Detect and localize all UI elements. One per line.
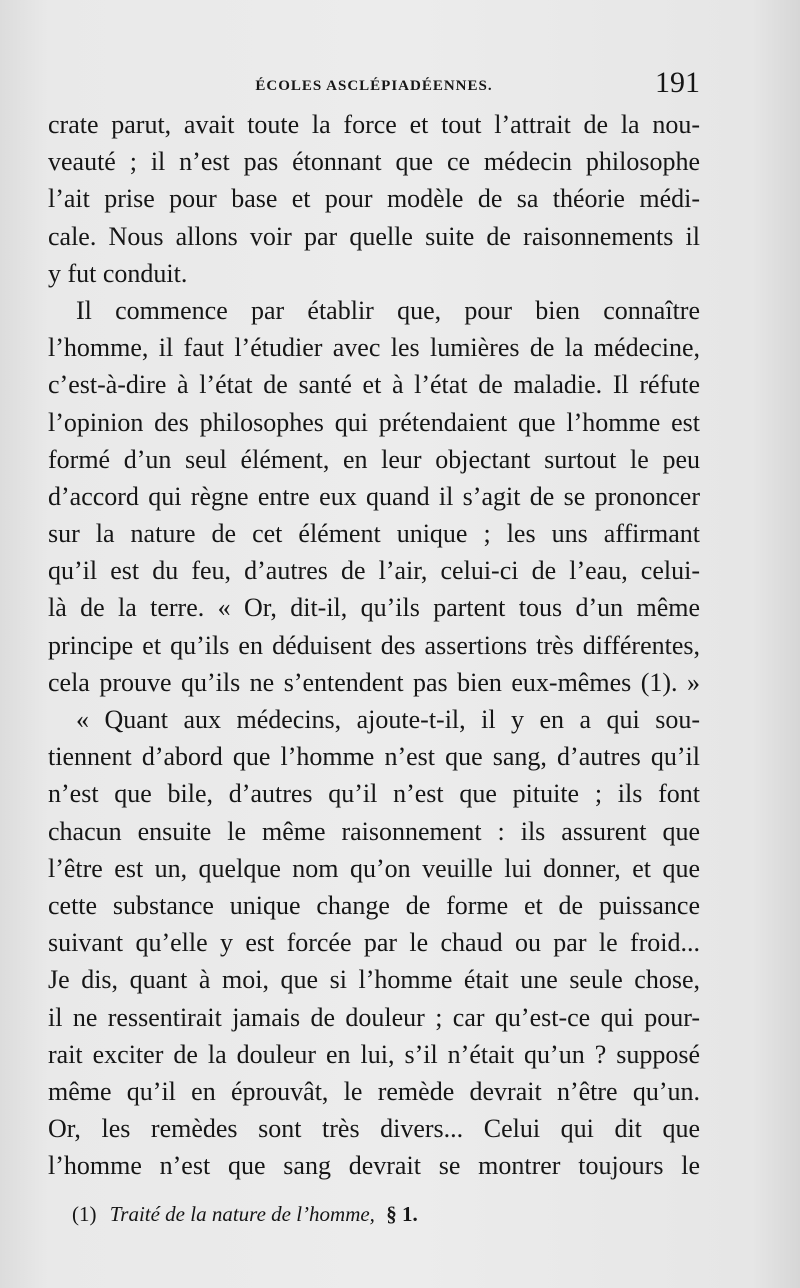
text-line: Or, les remèdes sont très divers... Celui qui dit que bbox=[48, 1114, 700, 1144]
footnote-reference: § 1. bbox=[386, 1202, 418, 1226]
text-line: l’opinion des philosophes qui prétendaient que l’homme est bbox=[48, 407, 700, 437]
footnote-text: Traité de la nature de l’homme, bbox=[109, 1202, 375, 1226]
text-line: l’homme, il faut l’étudier avec les lumières de la médecine, bbox=[48, 333, 700, 363]
text-line: cela prouve qu’ils ne s’entendent pas bien eux-mêmes (1). » bbox=[48, 667, 700, 697]
text-line: veauté ; il n’est pas étonnant que ce médecin philosophe bbox=[48, 147, 700, 177]
footnote bbox=[72, 1202, 418, 1227]
text-line: qu’il est du feu, d’autres de l’air, celui-ci de l’eau, celui- bbox=[48, 556, 700, 586]
text-line: crate parut, avait toute la force et tout l’attrait de la nou- bbox=[48, 110, 700, 139]
text-line: c’est-à-dire à l’état de santé et à l’état de maladie. Il réfute bbox=[48, 370, 700, 400]
text-line: même qu’il en éprouvât, le remède devrait n’être qu’un. bbox=[48, 1076, 700, 1106]
text-line: Je dis, quant à moi, que si l’homme était une seule chose, bbox=[48, 965, 700, 995]
text-line: suivant qu’elle y est forcée par le chaud ou par le froid... bbox=[48, 928, 700, 958]
text-line: n’est que bile, d’autres qu’il n’est que pituite ; ils font bbox=[48, 779, 700, 809]
text-line: d’accord qui règne entre eux quand il s’agit de se prononcer bbox=[48, 481, 700, 511]
text-line: tiennent d’abord que l’homme n’est que sang, d’autres qu’il bbox=[48, 742, 700, 772]
text-line: principe et qu’ils en déduisent des assertions très différentes, bbox=[48, 630, 700, 660]
footnote-marker: (1) bbox=[72, 1202, 97, 1226]
text-line: l’être est un, quelque nom qu’on veuille lui donner, et que bbox=[48, 853, 700, 883]
text-line: rait exciter de la douleur en lui, s’il n’était qu’un ? supposé bbox=[48, 1039, 700, 1069]
text-line: formé d’un seul élément, en leur objectant surtout le peu bbox=[48, 444, 700, 474]
text-line: sur la nature de cet élément unique ; les uns affirmant bbox=[48, 519, 700, 549]
text-line: « Quant aux médecins, ajoute-t-il, il y en a qui sou- bbox=[76, 705, 700, 734]
text-line: y fut conduit. bbox=[48, 258, 188, 288]
page-number: 191 bbox=[655, 66, 700, 99]
text-line: chacun ensuite le même raisonnement : ils assurent que bbox=[48, 816, 700, 846]
text-line: il ne ressentirait jamais de douleur ; car qu’est-ce qui pour- bbox=[48, 1002, 700, 1032]
text-line: là de la terre. « Or, dit-il, qu’ils partent tous d’un même bbox=[48, 593, 700, 623]
text-line: cale. Nous allons voir par quelle suite de raisonnements il bbox=[48, 221, 700, 251]
running-title: ÉCOLES ASCLÉPIADÉENNES. bbox=[255, 78, 493, 94]
text-line: l’ait prise pour base et pour modèle de sa théorie médi- bbox=[48, 184, 700, 214]
page-header bbox=[48, 66, 700, 106]
text-line: cette substance unique change de forme et de puissance bbox=[48, 890, 700, 920]
text-line: l’homme n’est que sang devrait se montrer toujours le bbox=[48, 1151, 700, 1181]
text-line: Il commence par établir que, pour bien connaître bbox=[76, 295, 700, 325]
body-text bbox=[48, 106, 700, 1184]
